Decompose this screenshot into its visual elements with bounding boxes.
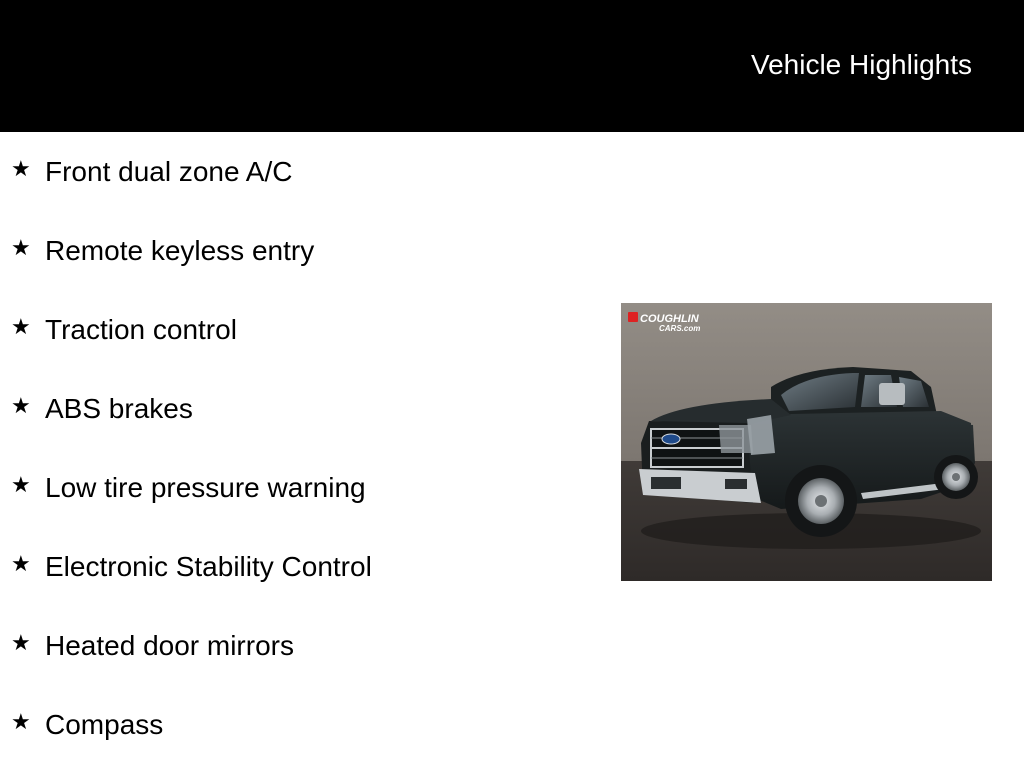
headlight bbox=[747, 415, 775, 455]
rear-wheel bbox=[934, 455, 978, 499]
list-item bbox=[0, 606, 600, 685]
front-wheel bbox=[785, 465, 857, 537]
feature-label: Compass bbox=[45, 709, 164, 740]
list-item bbox=[0, 369, 600, 448]
list-item bbox=[0, 211, 600, 290]
svg-text:CARS.com: CARS.com bbox=[659, 324, 701, 333]
feature-label: Heated door mirrors bbox=[45, 630, 294, 661]
star-icon: ★ bbox=[11, 630, 31, 655]
truck-image bbox=[621, 303, 992, 581]
feature-label: Front dual zone A/C bbox=[45, 156, 293, 187]
list-item bbox=[0, 290, 600, 369]
feature-label: Remote keyless entry bbox=[45, 235, 315, 266]
page-title: Vehicle Highlights bbox=[750, 49, 972, 80]
feature-label: Traction control bbox=[45, 314, 237, 345]
star-icon: ★ bbox=[11, 709, 31, 734]
star-icon: ★ bbox=[11, 472, 31, 497]
feature-label: Electronic Stability Control bbox=[45, 551, 372, 582]
truck-grille bbox=[651, 425, 753, 467]
star-icon: ★ bbox=[11, 393, 31, 418]
svg-text:COUGHLIN: COUGHLIN bbox=[640, 313, 699, 325]
list-item bbox=[0, 132, 600, 211]
list-item bbox=[0, 448, 600, 527]
feature-label: ABS brakes bbox=[45, 393, 193, 424]
star-icon: ★ bbox=[11, 235, 31, 260]
feature-label: Low tire pressure warning bbox=[45, 472, 366, 503]
list-item bbox=[0, 527, 600, 606]
list-item bbox=[0, 685, 600, 764]
feature-list bbox=[0, 132, 600, 764]
vehicle-photo bbox=[621, 303, 992, 581]
star-icon: ★ bbox=[11, 156, 31, 181]
star-icon: ★ bbox=[11, 551, 31, 576]
header-bar bbox=[0, 0, 1024, 132]
star-icon: ★ bbox=[11, 314, 31, 339]
